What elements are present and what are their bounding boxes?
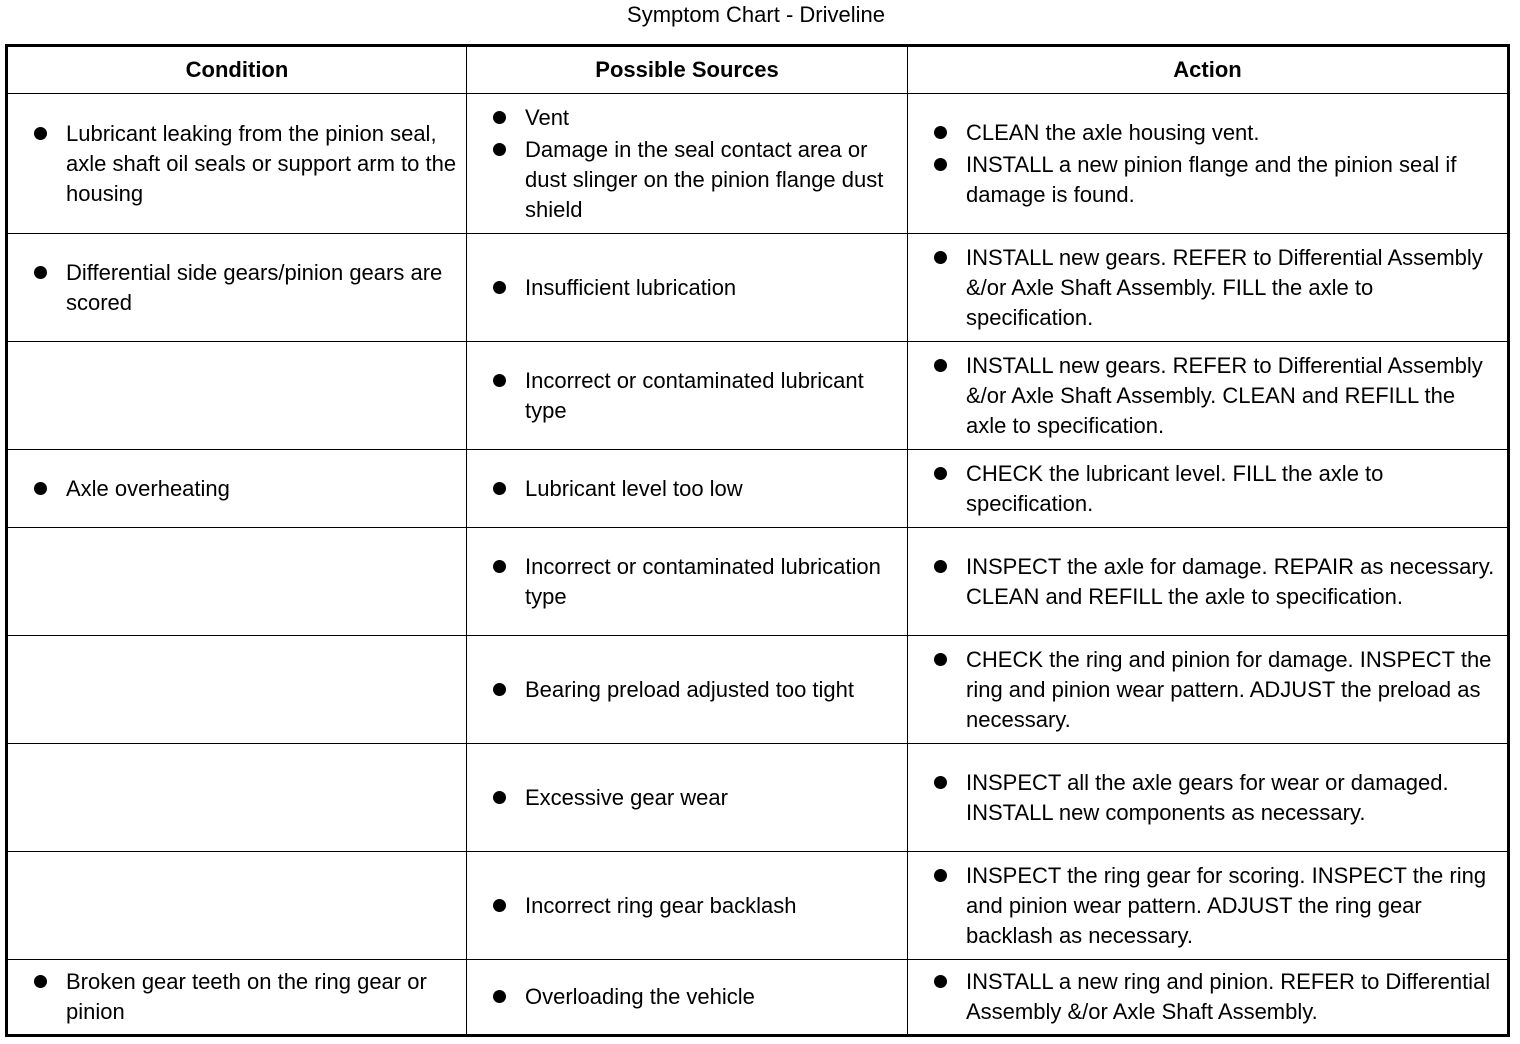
document-title: Symptom Chart - Driveline xyxy=(627,2,885,27)
possible-sources-cell-list xyxy=(467,891,907,921)
table-row xyxy=(7,94,1509,234)
column-header-possible-sources: Possible Sources xyxy=(467,46,908,94)
action-cell-list xyxy=(908,861,1507,951)
action-item: INSTALL a new pinion flange and the pinion seal if damage is found. xyxy=(966,150,1499,210)
action-cell-list xyxy=(908,118,1507,210)
table-row xyxy=(7,744,1509,852)
table-row xyxy=(7,342,1509,450)
condition-cell-list xyxy=(8,119,466,209)
table-header-row xyxy=(7,46,1509,94)
action-cell xyxy=(908,528,1509,636)
symptom-chart-table xyxy=(5,44,1510,1037)
possible-sources-cell xyxy=(467,744,908,852)
action-item: CHECK the ring and pinion for damage. INSPECT the ring and pinion wear pattern. ADJUST the preload as necessary. xyxy=(966,645,1499,735)
condition-cell xyxy=(7,528,467,636)
condition-cell-list xyxy=(8,474,466,504)
possible-sources-cell-list xyxy=(467,982,907,1012)
table-row xyxy=(7,960,1509,1036)
column-header-condition: Condition xyxy=(7,46,467,94)
condition-item: Differential side gears/pinion gears are scored xyxy=(66,258,458,318)
condition-cell xyxy=(7,342,467,450)
action-item: INSTALL new gears. REFER to Differential Assembly &/or Axle Shaft Assembly. CLEAN and REFILL the axle to specification. xyxy=(966,351,1499,441)
table-row xyxy=(7,636,1509,744)
action-item: INSPECT all the axle gears for wear or damaged. INSTALL new components as necessary. xyxy=(966,768,1499,828)
table-body xyxy=(7,94,1509,1036)
condition-cell xyxy=(7,960,467,1036)
condition-cell xyxy=(7,234,467,342)
action-cell-list xyxy=(908,768,1507,828)
possible-sources-cell xyxy=(467,852,908,960)
action-item: CHECK the lubricant level. FILL the axle to specification. xyxy=(966,459,1499,519)
action-cell-list xyxy=(908,645,1507,735)
action-cell-list xyxy=(908,459,1507,519)
condition-item: Axle overheating xyxy=(66,474,458,504)
condition-cell xyxy=(7,94,467,234)
source-item: Damage in the seal contact area or dust slinger on the pinion flange dust shield xyxy=(525,135,899,225)
source-item: Vent xyxy=(525,103,899,133)
action-cell xyxy=(908,342,1509,450)
table-row xyxy=(7,450,1509,528)
source-item: Overloading the vehicle xyxy=(525,982,899,1012)
source-item: Incorrect or contaminated lubrication type xyxy=(525,552,899,612)
action-cell xyxy=(908,234,1509,342)
action-cell-list xyxy=(908,552,1507,612)
action-cell xyxy=(908,960,1509,1036)
possible-sources-cell xyxy=(467,960,908,1036)
action-item: INSTALL new gears. REFER to Differential Assembly &/or Axle Shaft Assembly. FILL the axle to specification. xyxy=(966,243,1499,333)
condition-cell xyxy=(7,852,467,960)
source-item: Incorrect ring gear backlash xyxy=(525,891,899,921)
action-item: INSPECT the axle for damage. REPAIR as necessary. CLEAN and REFILL the axle to specification. xyxy=(966,552,1499,612)
action-cell xyxy=(908,94,1509,234)
action-item: CLEAN the axle housing vent. xyxy=(966,118,1499,148)
action-cell-list xyxy=(908,967,1507,1027)
action-item: INSPECT the ring gear for scoring. INSPECT the ring and pinion wear pattern. ADJUST the ring gear backlash as necessary. xyxy=(966,861,1499,951)
condition-cell xyxy=(7,636,467,744)
table-row xyxy=(7,528,1509,636)
source-item: Incorrect or contaminated lubricant type xyxy=(525,366,899,426)
action-cell xyxy=(908,744,1509,852)
possible-sources-cell xyxy=(467,528,908,636)
source-item: Bearing preload adjusted too tight xyxy=(525,675,899,705)
source-item: Excessive gear wear xyxy=(525,783,899,813)
action-cell xyxy=(908,852,1509,960)
action-cell-list xyxy=(908,243,1507,333)
possible-sources-cell xyxy=(467,234,908,342)
possible-sources-cell-list xyxy=(467,675,907,705)
possible-sources-cell xyxy=(467,342,908,450)
condition-cell xyxy=(7,744,467,852)
table-row xyxy=(7,852,1509,960)
action-item: INSTALL a new ring and pinion. REFER to Differential Assembly &/or Axle Shaft Assembly. xyxy=(966,967,1499,1027)
possible-sources-cell xyxy=(467,94,908,234)
condition-cell-list xyxy=(8,967,466,1027)
possible-sources-cell-list xyxy=(467,103,907,225)
possible-sources-cell-list xyxy=(467,783,907,813)
possible-sources-cell-list xyxy=(467,474,907,504)
column-header-action: Action xyxy=(908,46,1509,94)
source-item: Lubricant level too low xyxy=(525,474,899,504)
source-item: Insufficient lubrication xyxy=(525,273,899,303)
possible-sources-cell-list xyxy=(467,273,907,303)
possible-sources-cell xyxy=(467,450,908,528)
possible-sources-cell xyxy=(467,636,908,744)
possible-sources-cell-list xyxy=(467,552,907,612)
action-cell xyxy=(908,636,1509,744)
action-cell xyxy=(908,450,1509,528)
condition-item: Lubricant leaking from the pinion seal, axle shaft oil seals or support arm to the housing xyxy=(66,119,458,209)
table-row xyxy=(7,234,1509,342)
condition-cell xyxy=(7,450,467,528)
condition-cell-list xyxy=(8,258,466,318)
condition-item: Broken gear teeth on the ring gear or pinion xyxy=(66,967,458,1027)
action-cell-list xyxy=(908,351,1507,441)
possible-sources-cell-list xyxy=(467,366,907,426)
